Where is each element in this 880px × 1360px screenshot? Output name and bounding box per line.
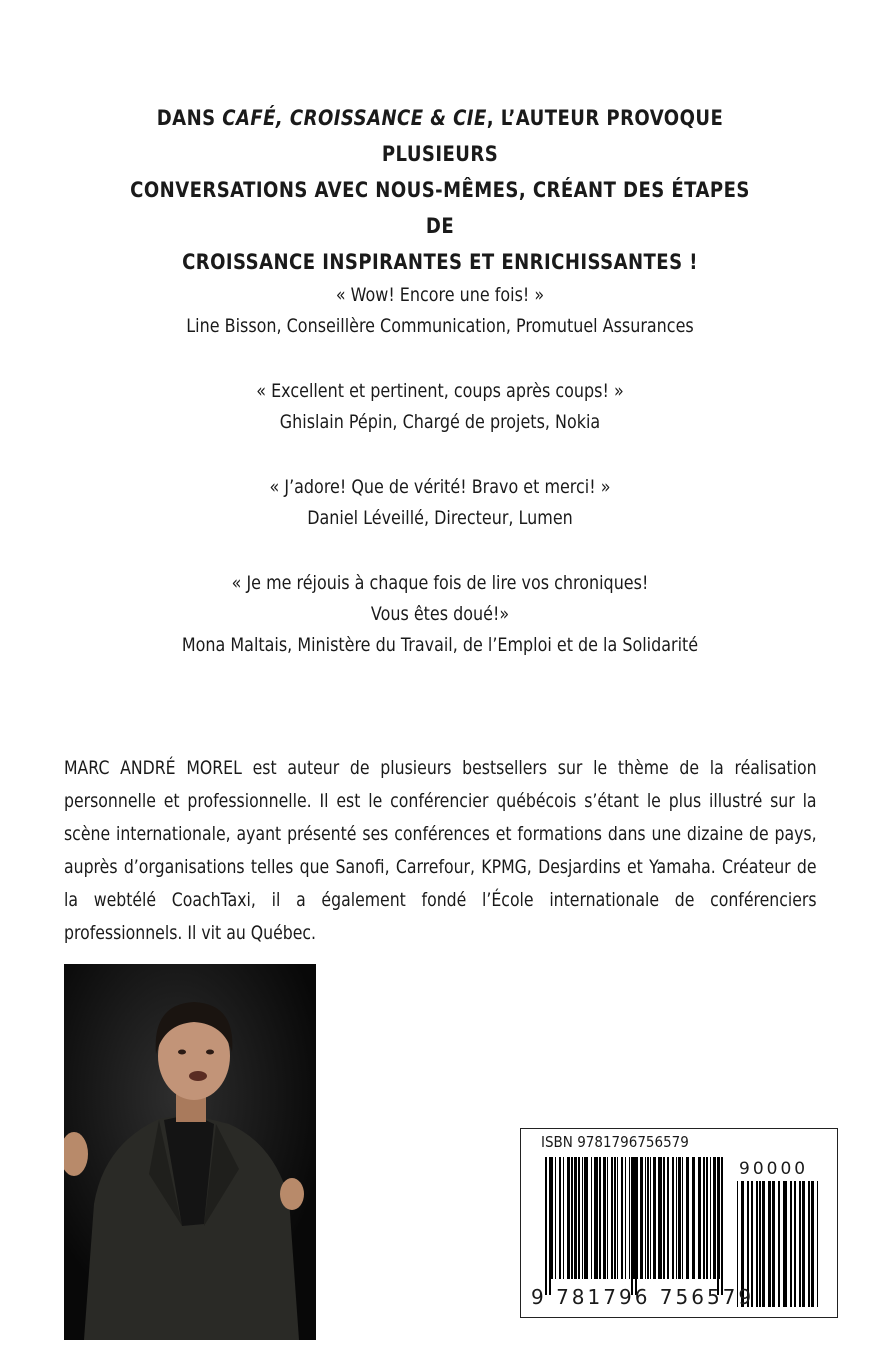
author-bio: MARC ANDRÉ MOREL est auteur de plusieurs bestsellers sur le thème de la réalisation personnelle et professionnelle. Il est le conférencier québécois s’étant le plus illustré sur la scène internationale, ayant présenté ses conférences et formations dans une dizaine de pays, auprès d’organisations telles que Sanofi, Carrefour, KPMG, Desjardins et Yamaha. Créateur de la webtélé CoachTaxi, il a également fondé l’École internationale de conférenciers professionnels. Il vit au Québec.: [64, 757, 817, 944]
isbn-barcode: [520, 1128, 838, 1318]
testimonial-author: Ghislain Pépin, Chargé de projets, Nokia: [279, 411, 601, 433]
testimonial-quote: « Excellent et pertinent, coups après coups! »: [256, 380, 624, 402]
author-photo-illustration: [64, 964, 316, 1340]
testimonial-quote-continued: Vous êtes doué!»: [370, 603, 510, 625]
headline-line-2: CONVERSATIONS AVEC NOUS-MÊMES, CRÉANT DES ÉTAPES DE: [130, 178, 750, 238]
back-cover-headline: [113, 100, 767, 280]
testimonial: [104, 568, 776, 661]
testimonial: [104, 280, 776, 342]
testimonial-quote: « Wow! Encore une fois! »: [335, 284, 545, 306]
author-photo: [64, 964, 316, 1340]
testimonial-quote: « J’adore! Que de vérité! Bravo et merci! »: [269, 476, 611, 498]
headline-line-1: [113, 100, 767, 172]
barcode-digits: 9 781796 756579: [531, 1285, 755, 1309]
isbn-label: ISBN 9781796756579: [541, 1133, 689, 1151]
testimonial-author: Daniel Léveillé, Directeur, Lumen: [307, 507, 573, 529]
book-title: CAFÉ, CROISSANCE & CIE: [222, 106, 487, 130]
addon-digits: 90000: [739, 1159, 809, 1179]
headline-prefix: DANS: [156, 106, 223, 130]
testimonials: [104, 280, 776, 695]
testimonial-author: Mona Maltais, Ministère du Travail, de l’Emploi et de la Solidarité: [181, 634, 699, 656]
testimonial: [104, 472, 776, 534]
headline-line-3: CROISSANCE INSPIRANTES ET ENRICHISSANTES !: [182, 250, 698, 274]
testimonial: [104, 376, 776, 438]
testimonial-author: Line Bisson, Conseillère Communication, Promutuel Assurances: [186, 315, 694, 337]
headline-line-1-rest: , L’AUTEUR PROVOQUE PLUSIEURS: [381, 106, 724, 166]
testimonial-quote: « Je me réjouis à chaque fois de lire vos chroniques!: [231, 572, 649, 594]
